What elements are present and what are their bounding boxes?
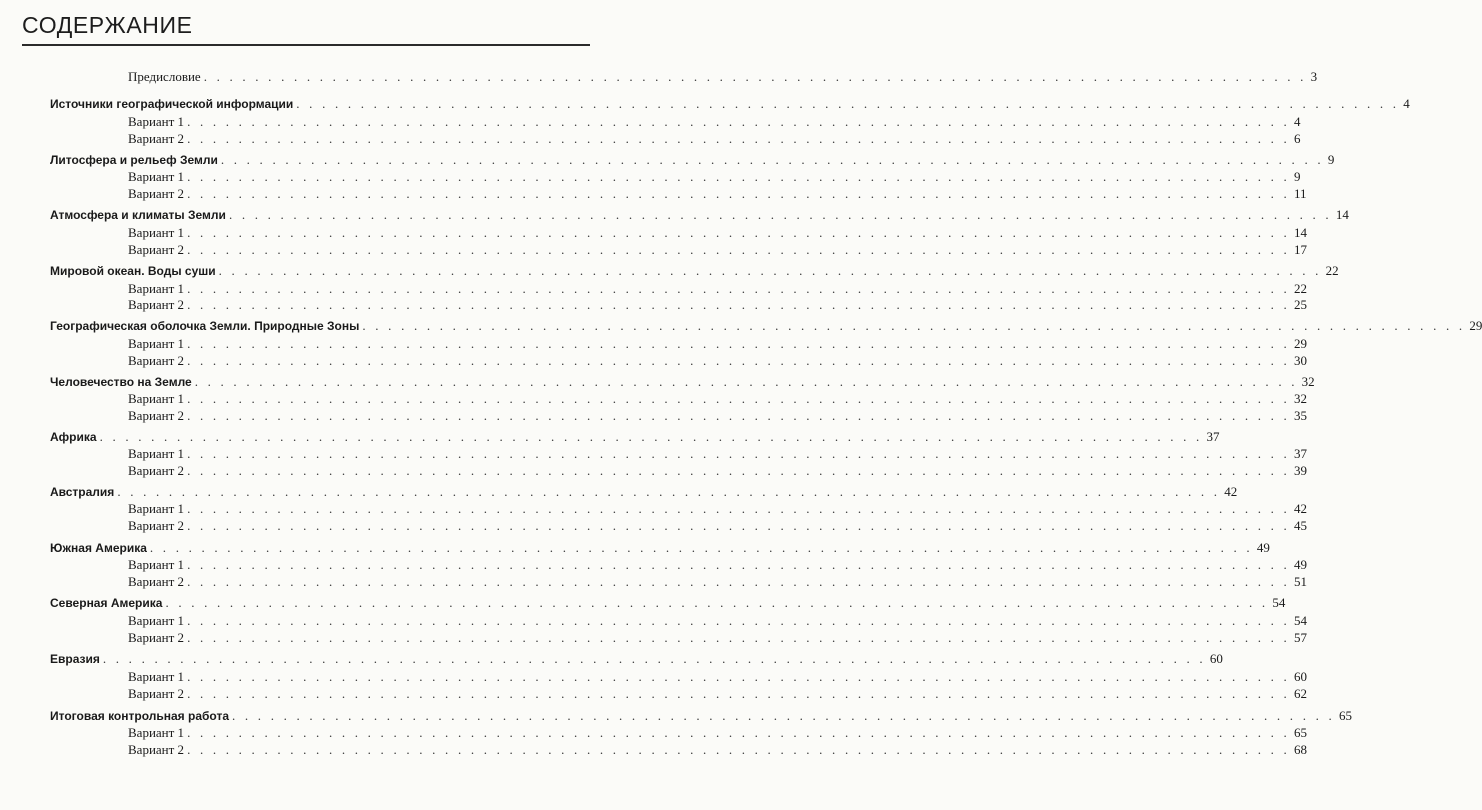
toc-page-number: 49	[1294, 557, 1308, 572]
toc-subentry[interactable]	[128, 114, 1301, 132]
toc-section-title: Австралия	[50, 485, 115, 499]
toc-subentry-label: Вариант 1	[128, 336, 185, 351]
toc-leader-dots: . . . . . . . . . . . . . . . . . . . . . . . . . . . . . . . . . . . . . . . . . . . . . . . . . . . . . . . . . . . . . . . . . . . . . . . . . . . . . . . . . . . . . .	[187, 518, 1291, 533]
toc-leader-dots: . . . . . . . . . . . . . . . . . . . . . . . . . . . . . . . . . . . . . . . . . . . . . . . . . . . . . . . . . . . . . . . . . . . . . . . . . . . . . . . . . . . . . .	[187, 686, 1291, 701]
toc-subentry-label: Вариант 1	[128, 391, 185, 406]
toc-subentry-label: Вариант 2	[128, 353, 185, 368]
toc-subentry[interactable]	[128, 686, 1308, 704]
toc-leader-dots: . . . . . . . . . . . . . . . . . . . . . . . . . . . . . . . . . . . . . . . . . . . . . . . . . . . . . . . . . . . . . . . . . . . . . . . . . . . . . . . . . . . . . .	[187, 114, 1291, 129]
toc-subentry-label: Вариант 2	[128, 518, 185, 533]
toc-page-number: 22	[1325, 263, 1339, 278]
toc-section-title: Источники географической информации	[50, 97, 294, 111]
toc-entry-preface[interactable]	[128, 69, 1318, 87]
toc-leader-dots: . . . . . . . . . . . . . . . . . . . . . . . . . . . . . . . . . . . . . . . . . . . . . . . . . . . . . . . . . . . . . . . . . . . . . . . . . . . . . . . . . . . . . .	[187, 725, 1291, 740]
toc-section-title: Мировой океан. Воды суши	[50, 264, 216, 278]
toc-section-title: Северная Америка	[50, 596, 163, 610]
toc-section[interactable]	[50, 595, 1286, 613]
toc-page-number: 30	[1294, 353, 1308, 368]
toc-page-number: 51	[1294, 574, 1308, 589]
toc-page-number: 32	[1301, 374, 1315, 389]
toc-subentry[interactable]	[128, 408, 1308, 426]
toc-section[interactable]	[50, 651, 1223, 669]
toc-subentry-label: Вариант 2	[128, 408, 185, 423]
toc-page-number: 29	[1469, 318, 1482, 333]
toc-subentry-label: Вариант 1	[128, 169, 185, 184]
toc-subentry-label: Вариант 2	[128, 186, 185, 201]
toc-subentry-label: Вариант 1	[128, 281, 185, 296]
toc-subentry-label: Вариант 2	[128, 297, 185, 312]
toc-subentry[interactable]	[128, 242, 1308, 260]
toc-leader-dots: . . . . . . . . . . . . . . . . . . . . . . . . . . . . . . . . . . . . . . . . . . . . . . . . . . . . . . . . . . . . . . . . . . . . . . . . . . . . . . . . . . . . . .	[187, 353, 1291, 368]
toc-section-title: Евразия	[50, 652, 100, 666]
toc-section-title: Африка	[50, 430, 97, 444]
toc-section[interactable]	[50, 96, 1410, 114]
toc-page-number: 54	[1272, 595, 1286, 610]
toc-page-number: 22	[1294, 281, 1308, 296]
toc-subentry[interactable]	[128, 725, 1308, 743]
toc-leader-dots: . . . . . . . . . . . . . . . . . . . . . . . . . . . . . . . . . . . . . . . . . . . . . . . . . . . . . . . . . . . . . . . . . . . . . . . . . . . . . . . . . . . . . .	[203, 69, 1307, 84]
toc-page-number: 42	[1294, 501, 1308, 516]
toc-section-title: Итоговая контрольная работа	[50, 709, 229, 723]
toc-subentry-label: Вариант 1	[128, 446, 185, 461]
toc-subentry-label: Вариант 2	[128, 574, 185, 589]
toc-subentry[interactable]	[128, 518, 1308, 536]
toc-section[interactable]	[50, 484, 1238, 502]
toc-page-number: 60	[1209, 651, 1223, 666]
toc-section[interactable]	[50, 429, 1220, 447]
toc-subentry-label: Вариант 2	[128, 131, 185, 146]
toc-leader-dots: . . . . . . . . . . . . . . . . . . . . . . . . . . . . . . . . . . . . . . . . . . . . . . . . . . . . . . . . . . . . . . . . . . . . . . . . . . . . . . . . . . . . . .	[149, 540, 1253, 555]
toc-page-number: 4	[1294, 114, 1301, 129]
toc-page-number: 25	[1294, 297, 1308, 312]
toc-leader-dots: . . . . . . . . . . . . . . . . . . . . . . . . . . . . . . . . . . . . . . . . . . . . . . . . . . . . . . . . . . . . . . . . . . . . . . . . . . . . . . . . . . . . . .	[187, 408, 1291, 423]
toc-subentry-label: Вариант 1	[128, 557, 185, 572]
toc-subentry[interactable]	[128, 742, 1308, 760]
toc-page-number: 49	[1256, 540, 1270, 555]
toc-leader-dots: . . . . . . . . . . . . . . . . . . . . . . . . . . . . . . . . . . . . . . . . . . . . . . . . . . . . . . . . . . . . . . . . . . . . . . . . . . . . . . . . . . . . . .	[187, 297, 1291, 312]
toc-page-number: 39	[1294, 463, 1308, 478]
toc-page-number: 9	[1327, 152, 1335, 167]
toc-subentry-label: Вариант 1	[128, 114, 185, 129]
toc-section-title: Географическая оболочка Земли. Природные Зоны	[50, 319, 360, 333]
toc-subentry[interactable]	[128, 501, 1308, 519]
toc-subentry[interactable]	[128, 225, 1308, 243]
toc-leader-dots: . . . . . . . . . . . . . . . . . . . . . . . . . . . . . . . . . . . . . . . . . . . . . . . . . . . . . . . . . . . . . . . . . . . . . . . . . . . . . . . . . . . . . .	[187, 463, 1291, 478]
toc-leader-dots: . . . . . . . . . . . . . . . . . . . . . . . . . . . . . . . . . . . . . . . . . . . . . . . . . . . . . . . . . . . . . . . . . . . . . . . . . . . . . . . . . . . . . .	[187, 742, 1291, 757]
toc-leader-dots: . . . . . . . . . . . . . . . . . . . . . . . . . . . . . . . . . . . . . . . . . . . . . . . . . . . . . . . . . . . . . . . . . . . . . . . . . . . . . . . . . . . . . .	[187, 225, 1291, 240]
toc-page-number: 42	[1224, 484, 1238, 499]
toc-leader-dots: . . . . . . . . . . . . . . . . . . . . . . . . . . . . . . . . . . . . . . . . . . . . . . . . . . . . . . . . . . . . . . . . . . . . . . . . . . . . . . . . . . . . . .	[362, 318, 1466, 333]
toc-section-title: Литосфера и рельеф Земли	[50, 153, 218, 167]
toc-subentry[interactable]	[128, 297, 1308, 315]
toc-subentry[interactable]	[128, 463, 1308, 481]
toc-page-number: 57	[1294, 630, 1308, 645]
toc-subentry-label: Вариант 1	[128, 225, 185, 240]
toc-leader-dots: . . . . . . . . . . . . . . . . . . . . . . . . . . . . . . . . . . . . . . . . . . . . . . . . . . . . . . . . . . . . . . . . . . . . . . . . . . . . . . . . . . . . . .	[187, 446, 1291, 461]
toc-section-title: Человечество на Земле	[50, 375, 192, 389]
toc-leader-dots: . . . . . . . . . . . . . . . . . . . . . . . . . . . . . . . . . . . . . . . . . . . . . . . . . . . . . . . . . . . . . . . . . . . . . . . . . . . . . . . . . . . . . .	[187, 186, 1291, 201]
toc-leader-dots: . . . . . . . . . . . . . . . . . . . . . . . . . . . . . . . . . . . . . . . . . . . . . . . . . . . . . . . . . . . . . . . . . . . . . . . . . . . . . . . . . . . . . .	[117, 484, 1221, 499]
toc-leader-dots: . . . . . . . . . . . . . . . . . . . . . . . . . . . . . . . . . . . . . . . . . . . . . . . . . . . . . . . . . . . . . . . . . . . . . . . . . . . . . . . . . . . . . .	[187, 501, 1291, 516]
toc-subentry[interactable]	[128, 391, 1308, 409]
toc-leader-dots: . . . . . . . . . . . . . . . . . . . . . . . . . . . . . . . . . . . . . . . . . . . . . . . . . . . . . . . . . . . . . . . . . . . . . . . . . . . . . . . . . . . . . .	[187, 242, 1291, 257]
toc-subentry[interactable]	[128, 446, 1308, 464]
toc-subentry[interactable]	[128, 557, 1308, 575]
page-title: СОДЕРЖАНИЕ	[22, 12, 193, 38]
toc-subentry[interactable]	[128, 169, 1301, 187]
toc-page-number: 6	[1294, 131, 1301, 146]
toc-subentry[interactable]	[128, 630, 1308, 648]
toc-leader-dots: . . . . . . . . . . . . . . . . . . . . . . . . . . . . . . . . . . . . . . . . . . . . . . . . . . . . . . . . . . . . . . . . . . . . . . . . . . . . . . . . . . . . . .	[187, 669, 1291, 684]
toc-subentry[interactable]	[128, 669, 1308, 687]
toc-page-number: 14	[1335, 207, 1349, 222]
toc-subentry-label: Вариант 1	[128, 725, 185, 740]
toc-section-title: Южная Америка	[50, 541, 147, 555]
toc-entry-label: Предисловие	[128, 69, 201, 84]
toc-subentry-label: Вариант 2	[128, 463, 185, 478]
toc-leader-dots: . . . . . . . . . . . . . . . . . . . . . . . . . . . . . . . . . . . . . . . . . . . . . . . . . . . . . . . . . . . . . . . . . . . . . . . . . . . . . . . . . . . . . .	[187, 169, 1291, 184]
toc-section[interactable]	[50, 152, 1335, 170]
toc-leader-dots: . . . . . . . . . . . . . . . . . . . . . . . . . . . . . . . . . . . . . . . . . . . . . . . . . . . . . . . . . . . . . . . . . . . . . . . . . . . . . . . . . . . . . .	[228, 207, 1332, 222]
toc-leader-dots: . . . . . . . . . . . . . . . . . . . . . . . . . . . . . . . . . . . . . . . . . . . . . . . . . . . . . . . . . . . . . . . . . . . . . . . . . . . . . . . . . . . . . .	[218, 263, 1322, 278]
toc-subentry[interactable]	[128, 186, 1307, 204]
toc-leader-dots: . . . . . . . . . . . . . . . . . . . . . . . . . . . . . . . . . . . . . . . . . . . . . . . . . . . . . . . . . . . . . . . . . . . . . . . . . . . . . . . . . . . . . .	[296, 96, 1400, 111]
toc-page-number: 4	[1403, 96, 1410, 111]
toc-page-number: 37	[1294, 446, 1308, 461]
toc-subentry[interactable]	[128, 353, 1308, 371]
toc-section[interactable]	[50, 263, 1339, 281]
toc-page-number: 65	[1338, 708, 1352, 723]
toc-subentry[interactable]	[128, 574, 1308, 592]
toc-leader-dots: . . . . . . . . . . . . . . . . . . . . . . . . . . . . . . . . . . . . . . . . . . . . . . . . . . . . . . . . . . . . . . . . . . . . . . . . . . . . . . . . . . . . . .	[220, 152, 1324, 167]
toc-subentry-label: Вариант 2	[128, 630, 185, 645]
toc-leader-dots: . . . . . . . . . . . . . . . . . . . . . . . . . . . . . . . . . . . . . . . . . . . . . . . . . . . . . . . . . . . . . . . . . . . . . . . . . . . . . . . . . . . . . .	[232, 708, 1335, 723]
toc-page-number: 65	[1294, 725, 1308, 740]
toc-page-number: 37	[1206, 429, 1220, 444]
toc-page-number: 29	[1294, 336, 1308, 351]
toc-leader-dots: . . . . . . . . . . . . . . . . . . . . . . . . . . . . . . . . . . . . . . . . . . . . . . . . . . . . . . . . . . . . . . . . . . . . . . . . . . . . . . . . . . . . . .	[187, 574, 1291, 589]
toc-section[interactable]	[50, 374, 1315, 392]
toc-leader-dots: . . . . . . . . . . . . . . . . . . . . . . . . . . . . . . . . . . . . . . . . . . . . . . . . . . . . . . . . . . . . . . . . . . . . . . . . . . . . . . . . . . . . . .	[165, 595, 1269, 610]
toc-subentry-label: Вариант 1	[128, 501, 185, 516]
toc-page-number: 32	[1294, 391, 1308, 406]
toc-subentry[interactable]	[128, 336, 1308, 354]
toc-page-number: 45	[1294, 518, 1308, 533]
toc-page-number: 17	[1294, 242, 1308, 257]
toc-page-number: 9	[1294, 169, 1301, 184]
toc-leader-dots: . . . . . . . . . . . . . . . . . . . . . . . . . . . . . . . . . . . . . . . . . . . . . . . . . . . . . . . . . . . . . . . . . . . . . . . . . . . . . . . . . . . . . .	[187, 336, 1291, 351]
toc-page-number: 54	[1294, 613, 1308, 628]
toc-page-number: 68	[1294, 742, 1308, 757]
toc-page-number: 62	[1294, 686, 1308, 701]
toc-subentry-label: Вариант 2	[128, 742, 185, 757]
toc-leader-dots: . . . . . . . . . . . . . . . . . . . . . . . . . . . . . . . . . . . . . . . . . . . . . . . . . . . . . . . . . . . . . . . . . . . . . . . . . . . . . . . . . . . . . .	[102, 651, 1206, 666]
toc-leader-dots: . . . . . . . . . . . . . . . . . . . . . . . . . . . . . . . . . . . . . . . . . . . . . . . . . . . . . . . . . . . . . . . . . . . . . . . . . . . . . . . . . . . . . .	[187, 613, 1291, 628]
toc-section[interactable]	[50, 318, 1482, 336]
toc-subentry-label: Вариант 2	[128, 686, 185, 701]
toc-leader-dots: . . . . . . . . . . . . . . . . . . . . . . . . . . . . . . . . . . . . . . . . . . . . . . . . . . . . . . . . . . . . . . . . . . . . . . . . . . . . . . . . . . . . . .	[187, 557, 1291, 572]
toc-section[interactable]	[50, 540, 1270, 558]
toc-subentry-label: Вариант 2	[128, 242, 185, 257]
toc-page-number: 11	[1294, 186, 1307, 201]
toc-leader-dots: . . . . . . . . . . . . . . . . . . . . . . . . . . . . . . . . . . . . . . . . . . . . . . . . . . . . . . . . . . . . . . . . . . . . . . . . . . . . . . . . . . . . . .	[187, 630, 1291, 645]
toc-page-number: 14	[1294, 225, 1308, 240]
toc-leader-dots: . . . . . . . . . . . . . . . . . . . . . . . . . . . . . . . . . . . . . . . . . . . . . . . . . . . . . . . . . . . . . . . . . . . . . . . . . . . . . . . . . . . . . .	[187, 281, 1291, 296]
toc-leader-dots: . . . . . . . . . . . . . . . . . . . . . . . . . . . . . . . . . . . . . . . . . . . . . . . . . . . . . . . . . . . . . . . . . . . . . . . . . . . . . . . . . . . . . .	[187, 131, 1291, 146]
toc-subentry-label: Вариант 1	[128, 669, 185, 684]
toc-page-number: 35	[1294, 408, 1308, 423]
toc-section-title: Атмосфера и климаты Земли	[50, 208, 226, 222]
toc-leader-dots: . . . . . . . . . . . . . . . . . . . . . . . . . . . . . . . . . . . . . . . . . . . . . . . . . . . . . . . . . . . . . . . . . . . . . . . . . . . . . . . . . . . . . .	[99, 429, 1203, 444]
toc-subentry[interactable]	[128, 131, 1301, 149]
toc-subentry[interactable]	[128, 613, 1308, 631]
toc-page-number: 3	[1310, 69, 1318, 84]
toc-page-number: 60	[1294, 669, 1308, 684]
toc-leader-dots: . . . . . . . . . . . . . . . . . . . . . . . . . . . . . . . . . . . . . . . . . . . . . . . . . . . . . . . . . . . . . . . . . . . . . . . . . . . . . . . . . . . . . .	[187, 391, 1291, 406]
toc-section[interactable]	[50, 207, 1349, 225]
toc-subentry-label: Вариант 1	[128, 613, 185, 628]
toc-leader-dots: . . . . . . . . . . . . . . . . . . . . . . . . . . . . . . . . . . . . . . . . . . . . . . . . . . . . . . . . . . . . . . . . . . . . . . . . . . . . . . . . . . . . . .	[194, 374, 1298, 389]
toc-section[interactable]	[50, 708, 1352, 726]
